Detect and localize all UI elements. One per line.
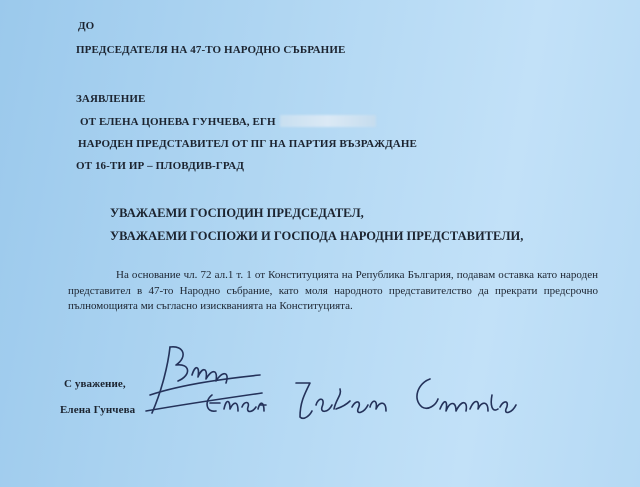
handwritten-full-name — [200, 365, 560, 445]
from-line — [80, 115, 376, 128]
document-type: ЗАЯВЛЕНИЕ — [76, 93, 146, 105]
addressee: ПРЕДСЕДАТЕЛЯ НА 47-ТО НАРОДНО СЪБРАНИЕ — [76, 44, 346, 56]
closing: С уважение, — [64, 378, 126, 390]
salutation-mps: УВАЖАЕМИ ГОСПОЖИ И ГОСПОДА НАРОДНИ ПРЕДСТАВИТЕЛИ, — [110, 229, 524, 243]
signer-name: Елена Гунчева — [60, 404, 136, 416]
role-line: НАРОДЕН ПРЕДСТАВИТЕЛ ОТ ПГ НА ПАРТИЯ ВЪЗРАЖДАНЕ — [78, 138, 417, 150]
body-paragraph — [68, 268, 598, 315]
salutation-chair: УВАЖАЕМИ ГОСПОДИН ПРЕДСЕДАТЕЛ, — [110, 206, 364, 220]
body-text: На основание чл. 72 ал.1 т. 1 от Конституцията на Република България, подавам оставка като народен представител в 47-то Народно събрание, като моля народното представителство да прекрати предсрочно пълномощията ми съгласно изискванията на Конституцията. — [68, 269, 598, 312]
addressee-prefix: ДО — [78, 20, 95, 32]
signature-mark — [140, 335, 280, 425]
district-line: ОТ 16-ТИ ИР – ПЛОВДИВ-ГРАД — [76, 160, 244, 172]
from-line-text: ОТ ЕЛЕНА ЦОНЕВА ГУНЧЕВА, ЕГН — [80, 116, 276, 128]
redacted-egn — [280, 115, 376, 127]
